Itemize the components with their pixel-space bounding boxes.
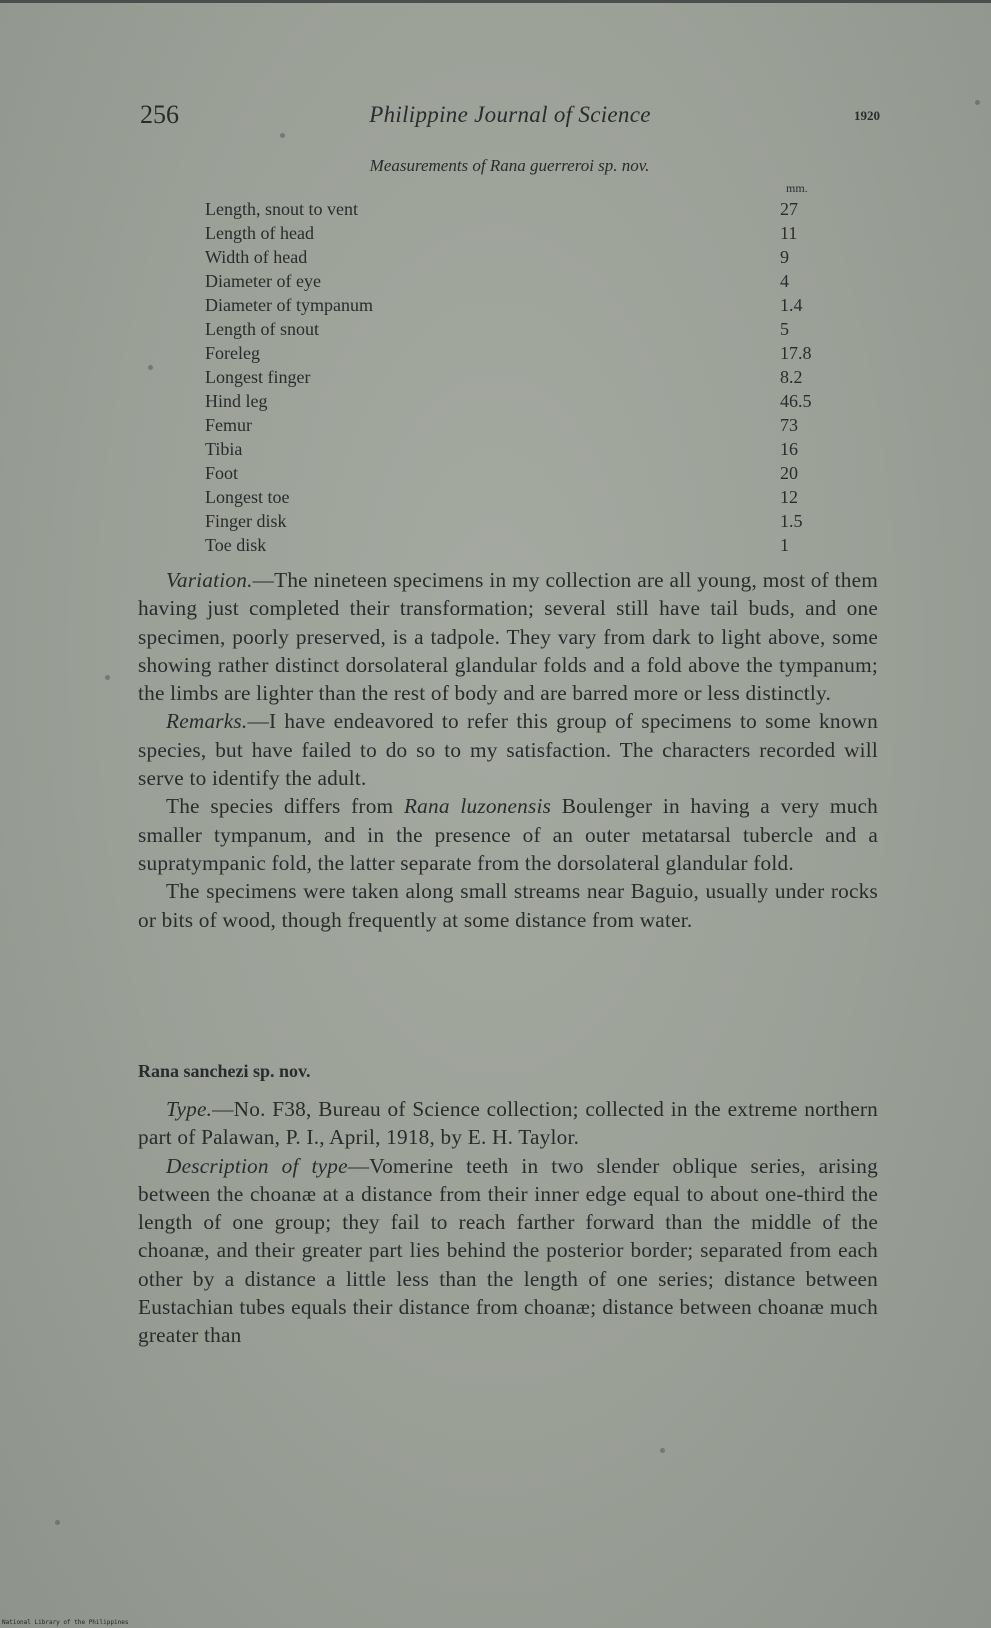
row-label: Length of snout	[205, 319, 319, 339]
table-caption: Measurements of Rana guerreroi sp. nov.	[369, 156, 650, 175]
row-value: 5	[780, 319, 789, 339]
variation-lead: Variation.	[166, 568, 253, 592]
description-lead: Description of type	[166, 1153, 348, 1178]
row-label: Hind leg	[205, 391, 268, 411]
table-row	[205, 413, 825, 437]
scan-speck	[280, 133, 285, 138]
table-row	[205, 365, 825, 389]
row-label: Longest finger	[205, 367, 311, 387]
body-section-rana-guerreroi	[138, 566, 878, 934]
description-text: —Vomerine teeth in two slender oblique series, arising between the choanæ at a distance from their inner edge equal to about one-third the length of one group; they fail to reach farther forward than the middle of the choanæ, and their greater part lies behind the posterior border; separated from each other by a distance a little less than the length of one series; distance between Eustachian tubes equals their distance from choanæ; distance between choanæ much greater than	[138, 1153, 878, 1348]
row-value: 17.8	[780, 343, 812, 363]
row-label: Finger disk	[205, 511, 287, 531]
row-value: 73	[780, 415, 798, 435]
species-heading: Rana sanchezi sp. nov.	[138, 1061, 311, 1081]
paragraph-differs	[138, 792, 878, 877]
table-row	[205, 221, 825, 245]
running-header	[140, 100, 880, 134]
row-value: 20	[780, 463, 798, 483]
table-row	[205, 317, 825, 341]
row-value: 11	[780, 223, 798, 243]
measurements-table	[205, 197, 825, 557]
journal-title: Philippine Journal of Science	[369, 102, 651, 127]
body-section-rana-sanchezi	[138, 1095, 878, 1350]
row-value: 8.2	[780, 367, 803, 387]
scan-speck	[660, 1448, 665, 1453]
table-row	[205, 197, 825, 221]
publication-year: 1920	[854, 108, 880, 123]
scan-top-edge	[0, 0, 991, 3]
table-row	[205, 269, 825, 293]
type-lead: Type.	[166, 1097, 213, 1121]
scan-speck	[975, 100, 980, 105]
paragraph-remarks	[138, 707, 878, 792]
remarks-text: —I have endeavored to refer this group of specimens to some known species, but have failed to do so to my satisfaction. The characters recorded will serve to identify the adult.	[138, 709, 878, 791]
species-name: Rana luzonensis	[403, 794, 552, 819]
row-label: Diameter of tympanum	[205, 295, 373, 315]
page-number: 256	[140, 100, 179, 129]
row-label: Foreleg	[205, 343, 260, 363]
unit-label: mm.	[786, 181, 808, 195]
row-value: 9	[780, 247, 789, 267]
differs-rest: Boulenger in having a very much smaller tympanum, and in the presence of an outer metatarsal tubercle and a supratympanic fold, the latter separate from the dorsolateral glandular fold.	[138, 794, 878, 875]
paragraph-type	[138, 1095, 878, 1152]
variation-text: —The nineteen specimens in my collection are all young, most of them having just completed their transformation; several still have tail buds, and one specimen, poorly preserved, is a tadpole. They vary from dark to light above, some showing rather distinct dorsolateral glandular folds and a fold above the tympanum; the limbs are lighter than the rest of body and are barred more or less distinctly.	[138, 568, 878, 706]
table-row	[205, 389, 825, 413]
row-label: Tibia	[205, 439, 243, 459]
row-label: Diameter of eye	[205, 271, 321, 291]
scan-speck	[148, 365, 153, 370]
paragraph-variation	[138, 566, 878, 707]
row-value: 12	[780, 487, 798, 507]
scan-speck	[55, 1520, 60, 1525]
type-text: —No. F38, Bureau of Science collection; collected in the extreme northern part of Palawan, P. I., April, 1918, by E. H. Taylor.	[138, 1097, 878, 1150]
row-value: 16	[780, 439, 798, 459]
row-label: Width of head	[205, 247, 308, 267]
row-value: 4	[780, 271, 789, 291]
row-value: 1.5	[780, 511, 803, 531]
row-label: Foot	[205, 463, 239, 483]
row-value: 27	[780, 199, 798, 219]
paragraph-specimens	[138, 877, 878, 934]
table-row	[205, 293, 825, 317]
row-label: Length, snout to vent	[205, 199, 358, 219]
specimens-text: The specimens were taken along small streams near Baguio, usually under rocks or bits of wood, though frequently at some distance from water.	[138, 879, 878, 932]
table-row	[205, 341, 825, 365]
row-label: Length of head	[205, 223, 314, 243]
scan-speck	[105, 675, 110, 680]
remarks-lead: Remarks.	[166, 709, 248, 734]
row-value: 1.4	[780, 295, 803, 315]
row-value: 46.5	[780, 391, 812, 411]
table-row	[205, 245, 825, 269]
table-row	[205, 509, 825, 533]
paragraph-description	[138, 1152, 878, 1350]
table-row	[205, 485, 825, 509]
row-label: Toe disk	[205, 535, 267, 555]
row-label: Femur	[205, 415, 252, 435]
table-row	[205, 437, 825, 461]
table-row	[205, 533, 825, 557]
footer-credit: National Library of the Philippines	[2, 1619, 129, 1626]
row-value: 1	[780, 535, 789, 555]
row-label: Longest toe	[205, 487, 290, 507]
differs-start: The species differs from	[166, 794, 404, 819]
table-row	[205, 461, 825, 485]
